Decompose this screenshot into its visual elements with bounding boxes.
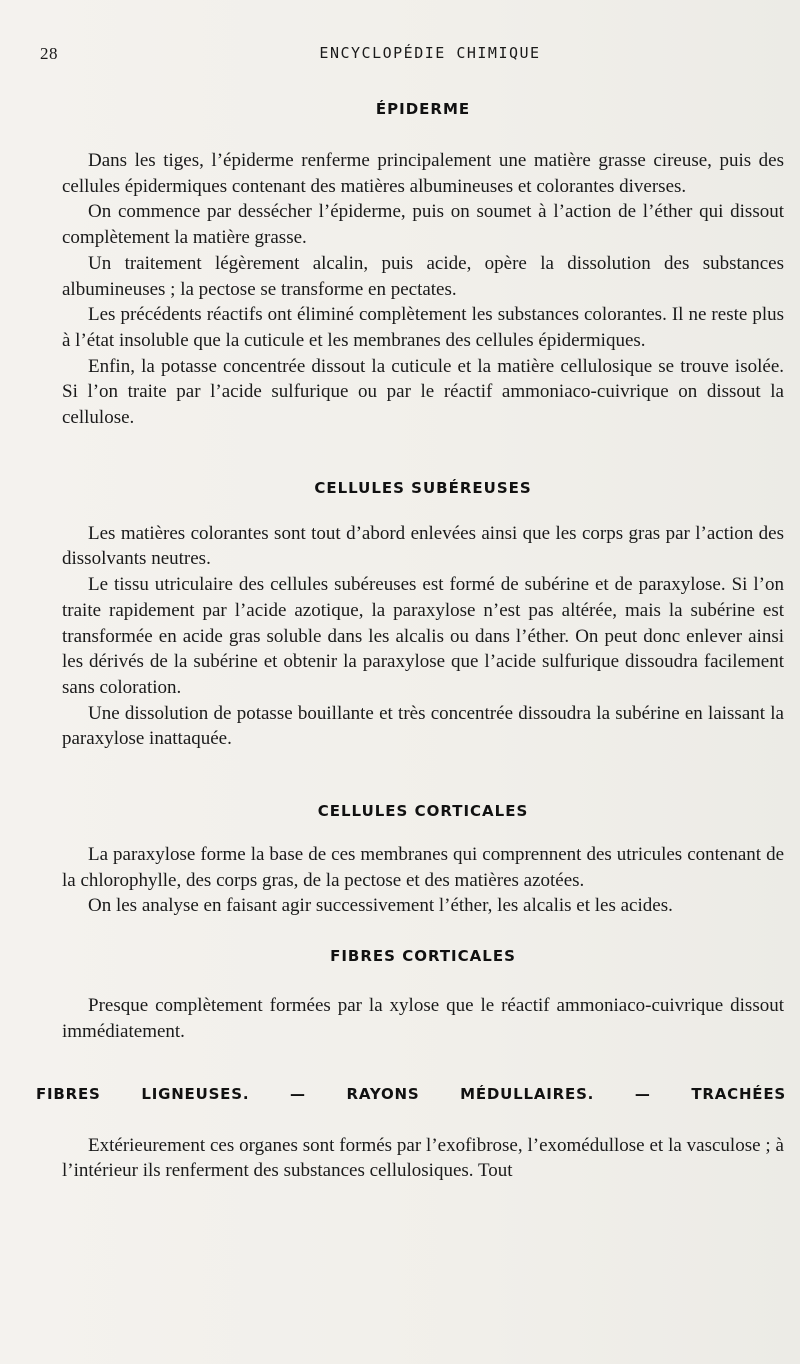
section-cellules-subereuses [62,479,784,752]
paragraph: Presque complètement formées par la xylose que le réactif ammoniaco-cuivrique dissout immédiatement. [62,995,784,1042]
paragraph: Une dissolution de potasse bouillante et très concentrée dissoudra la subérine en laissant la paraxylose inattaquée. [62,702,784,750]
running-title: ENCYCLOPÉDIE CHIMIQUE [319,44,541,62]
paragraph: Un traitement légèrement alcalin, puis acide, opère la dissolution des substances albumineuses ; la pectose se transforme en pectates. [62,252,784,300]
section-fibres-corticales [62,947,784,1044]
section-heading: FIBRES CORTICALES [330,947,516,966]
section-cellules-corticales [62,802,784,919]
section-epiderme [62,100,784,431]
paragraph: On les analyse en faisant agir successivement l’éther, les alcalis et les acides. [88,895,673,917]
page-number: 28 [40,44,58,63]
section-heading: ÉPIDERME [375,100,471,118]
paragraph: Les matières colorantes sont tout d’abord enlevées ainsi que les corps gras par l’action des dissolvants neutres. [62,522,784,570]
page-body [36,92,786,1184]
paragraph: Le tissu utriculaire des cellules subéreuses est formé de subérine et de paraxylose. Si l’on traite rapidement par l’acide azotique, la paraxylose n’est pas altérée, mais la subérine est transformée en acide gras soluble dans les alcalis ou dans l’éther. On peut donc enlever ainsi les dérivés de la subérine et obtenir la paraxylose que l’acide sulfurique dissoudra facilement sans coloration. [62,574,784,698]
paragraph: On commence par dessécher l’épiderme, puis on soumet à l’action de l’éther qui dissout complètement la matière grasse. [62,201,784,249]
section-fibres-ligneuses [36,1084,786,1184]
page-header [40,44,780,66]
section-heading: FIBRES LIGNEUSES. — RAYONS MÉDULLAIRES. — TRACHÉES [36,1084,786,1103]
paragraph: Enfin, la potasse concentrée dissout la cuticule et la matière cellulosique se trouve isolée. Si l’on traite par l’acide sulfurique ou par le réactif ammoniaco-cuivrique on dissout la cellulose. [62,355,784,429]
paragraph: Dans les tiges, l’épiderme renferme principalement une matière grasse cireuse, puis des cellules épidermiques contenant des matières albumineuses et colorantes diverses. [62,150,784,197]
section-heading: CELLULES CORTICALES [317,802,529,821]
paragraph: Extérieurement ces organes sont formés par l’exofibrose, l’exomédullose et la vasculose ; à l’intérieur ils renferment des substances cellulosiques. Tout [62,1134,784,1182]
paragraph: Les précédents réactifs ont éliminé complètement les substances colorantes. Il ne reste plus à l’état insoluble que la cuticule et les membranes des cellules épidermiques. [62,304,784,351]
paragraph: La paraxylose forme la base de ces membranes qui comprennent des utricules contenant de la chlorophylle, des corps gras, de la pectose et des matières azotées. [62,844,784,891]
section-heading: CELLULES SUBÉREUSES [314,478,532,497]
